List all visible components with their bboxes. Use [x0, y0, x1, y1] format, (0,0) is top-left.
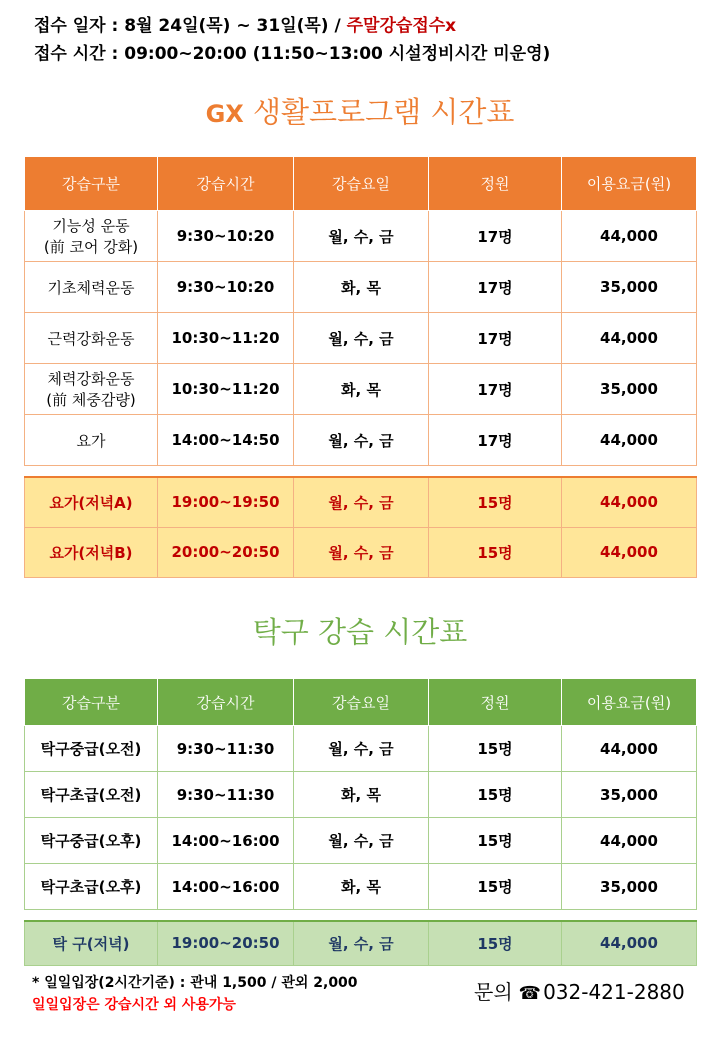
table-cell: 35,000: [562, 772, 697, 818]
table-cell: 44,000: [562, 477, 697, 527]
table-cell: 근력강화운동: [25, 313, 158, 364]
table-cell: 15명: [429, 864, 562, 910]
table-row: [25, 211, 697, 262]
table-cell: 탁구초급(오전): [25, 772, 158, 818]
evening-table-row: [25, 921, 697, 965]
weekend-notice: 주말강습접수x: [346, 16, 457, 36]
table-cell: 월, 수, 금: [294, 726, 429, 772]
table-cell: 10:30~11:20: [158, 364, 294, 415]
table-cell: 15명: [429, 726, 562, 772]
table-cell: 19:00~20:50: [158, 921, 294, 965]
table-cell: 14:00~16:00: [158, 818, 294, 864]
table-cell: 화, 목: [294, 262, 429, 313]
registration-dates: 접수 일자 : 8월 24일(목) ~ 31일(목) / 주말강습접수x: [34, 16, 457, 36]
table-cell: 탁구초급(오후): [25, 864, 158, 910]
table-cell: 화, 목: [294, 772, 429, 818]
table-tennis-schedule-title: 탁구 강습 시간표: [252, 615, 468, 649]
column-header: 강습구분: [25, 157, 158, 211]
table-cell: 9:30~10:20: [158, 262, 294, 313]
table-cell: 44,000: [562, 211, 697, 262]
section-separator: [25, 466, 697, 478]
table-cell: 15명: [429, 921, 562, 965]
table-cell: 탁 구(저녁): [25, 921, 158, 965]
table-cell: 체력강화운동 (前 체중감량): [25, 364, 158, 415]
table-row: [25, 818, 697, 864]
table-cell: 월, 수, 금: [294, 818, 429, 864]
section-separator: [25, 910, 697, 922]
table-cell: 35,000: [562, 864, 697, 910]
table-cell: 월, 수, 금: [294, 477, 429, 527]
table-row: [25, 726, 697, 772]
column-header: 정원: [429, 157, 562, 211]
daily-admission-note: * 일일입장(2시간기준) : 관내 1,500 / 관외 2,000: [32, 975, 358, 991]
table-cell: 44,000: [562, 726, 697, 772]
table-cell: 15명: [429, 818, 562, 864]
table-cell: 9:30~10:20: [158, 211, 294, 262]
telephone-icon: ☎: [518, 983, 542, 1004]
table-cell: 월, 수, 금: [294, 921, 429, 965]
table-cell: 월, 수, 금: [294, 415, 429, 466]
table-cell: 17명: [429, 211, 562, 262]
table-cell: 44,000: [562, 527, 697, 577]
table-cell: 44,000: [562, 818, 697, 864]
gx-schedule-title: GX 생활프로그램 시간표: [205, 95, 515, 129]
gx-schedule-table: [24, 156, 697, 578]
table-row: [25, 262, 697, 313]
table-cell: 탁구중급(오후): [25, 818, 158, 864]
column-header: 강습요일: [294, 679, 429, 726]
table-row: [25, 415, 697, 466]
inquiry-contact: [474, 976, 685, 1005]
table-cell: 요가(저녁A): [25, 477, 158, 527]
column-header: 이용요금(원): [562, 157, 697, 211]
table-row: [25, 772, 697, 818]
column-header: 강습구분: [25, 679, 158, 726]
table-cell: 35,000: [562, 364, 697, 415]
column-header: 강습시간: [158, 157, 294, 211]
table-tennis-schedule-table: [24, 678, 697, 966]
column-header: 강습시간: [158, 679, 294, 726]
column-header: 이용요금(원): [562, 679, 697, 726]
table-cell: 35,000: [562, 262, 697, 313]
table-cell: 17명: [429, 313, 562, 364]
table-cell: 월, 수, 금: [294, 313, 429, 364]
table-cell: 기초체력운동: [25, 262, 158, 313]
table-cell: 화, 목: [294, 364, 429, 415]
table-row: [25, 364, 697, 415]
table-cell: 17명: [429, 262, 562, 313]
table-cell: 요가(저녁B): [25, 527, 158, 577]
column-header: 정원: [429, 679, 562, 726]
inquiry-label: 문의: [474, 980, 513, 1004]
table-cell: 15명: [429, 772, 562, 818]
table-cell: 9:30~11:30: [158, 772, 294, 818]
column-header: 강습요일: [294, 157, 429, 211]
evening-table-row: [25, 477, 697, 527]
evening-table-row: [25, 527, 697, 577]
table-cell: 9:30~11:30: [158, 726, 294, 772]
daily-admission-restriction: 일일입장은 강습시간 외 사용가능: [32, 997, 236, 1013]
phone-number: 032-421-2880: [543, 980, 685, 1004]
table-cell: 44,000: [562, 313, 697, 364]
table-row: [25, 313, 697, 364]
table-cell: 17명: [429, 415, 562, 466]
table-cell: 14:00~16:00: [158, 864, 294, 910]
table-cell: 20:00~20:50: [158, 527, 294, 577]
footer-notes: [32, 972, 358, 1016]
registration-info: [34, 12, 550, 68]
table-cell: 15명: [429, 527, 562, 577]
table-cell: 탁구중급(오전): [25, 726, 158, 772]
table-row: [25, 864, 697, 910]
table-cell: 15명: [429, 477, 562, 527]
table-cell: 화, 목: [294, 864, 429, 910]
table-cell: 44,000: [562, 415, 697, 466]
table-cell: 요가: [25, 415, 158, 466]
table-cell: 월, 수, 금: [294, 211, 429, 262]
registration-hours: 접수 시간 : 09:00~20:00 (11:50~13:00 시설정비시간 미운영): [34, 44, 551, 64]
table-cell: 기능성 운동 (前 코어 강화): [25, 211, 158, 262]
table-cell: 14:00~14:50: [158, 415, 294, 466]
table-cell: 17명: [429, 364, 562, 415]
table-cell: 44,000: [562, 921, 697, 965]
table-cell: 월, 수, 금: [294, 527, 429, 577]
table-cell: 10:30~11:20: [158, 313, 294, 364]
table-cell: 19:00~19:50: [158, 477, 294, 527]
